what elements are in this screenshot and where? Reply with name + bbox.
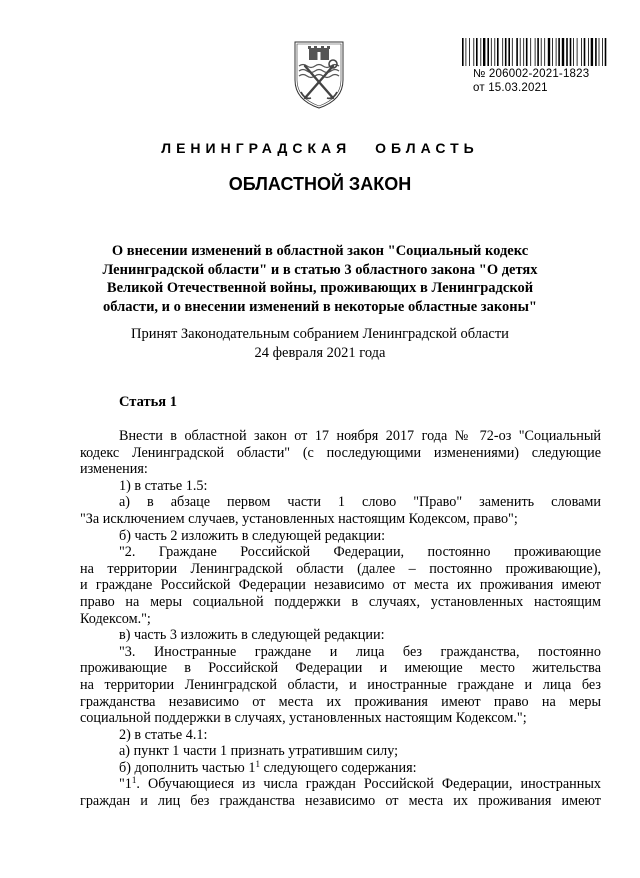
region-title bbox=[0, 140, 640, 156]
paragraph-line bbox=[80, 776, 601, 793]
law-heading bbox=[70, 242, 570, 316]
region-word-2: ОБЛАСТЬ bbox=[375, 140, 479, 156]
paragraph-line: 1) в статье 1.5: bbox=[119, 477, 208, 494]
document-date: от 15.03.2021 bbox=[473, 82, 548, 94]
registration-stamp bbox=[473, 67, 589, 95]
paragraph-line: Внести в областной закон от 17 ноября 2017 года № 72-оз "Социальный bbox=[119, 428, 601, 444]
article-body bbox=[80, 428, 601, 810]
paragraph-line: "2. Граждане Российской Федерации, постоянно проживающие bbox=[119, 544, 601, 561]
paragraph-line: 2) в статье 4.1: bbox=[119, 726, 208, 743]
paragraph-line: на территории Ленинградской области (далее – постоянно проживающие), bbox=[80, 560, 601, 577]
paragraph-line: "3. Иностранные граждане и лица без гражданства, постоянно bbox=[119, 643, 601, 660]
paragraph-line: б) часть 2 изложить в следующей редакции: bbox=[119, 527, 386, 544]
paragraph-line: гражданства независимо от места их проживания имеют право на меры bbox=[80, 693, 601, 710]
law-heading-line: Ленинградской области" и в статью 3 областного закона "О детях bbox=[102, 261, 538, 278]
paragraph-line: в) часть 3 изложить в следующей редакции: bbox=[119, 627, 385, 644]
superscript: 1 bbox=[255, 758, 260, 769]
paragraph-line: право на меры социальной поддержки в случаях, установленных настоящим bbox=[80, 593, 601, 610]
article-heading: Статья 1 bbox=[119, 394, 177, 410]
adoption-date: 24 февраля 2021 года bbox=[254, 344, 386, 361]
paragraph-line: Кодексом."; bbox=[80, 610, 151, 627]
superscript: 1 bbox=[131, 775, 137, 786]
region-word-1: ЛЕНИНГРАДСКАЯ bbox=[161, 140, 352, 156]
text-fragment: . Обучающиеся из числа граждан Российской Федерации, иностранных bbox=[136, 776, 601, 793]
paragraph-line bbox=[80, 760, 601, 777]
paragraph-line: проживающие в Российской Федерации и имеющие место жительства bbox=[80, 660, 601, 677]
adoption-note bbox=[0, 325, 640, 362]
coat-of-arms-icon bbox=[291, 36, 347, 110]
paragraph-line: граждан и лиц без гражданства независимо от места их проживания имеют bbox=[80, 793, 601, 810]
law-heading-line: области, и о внесении изменений в некоторые областные законы" bbox=[103, 298, 537, 315]
paragraph-line: социальной поддержки в случаях, установленных настоящим Кодексом."; bbox=[80, 710, 527, 727]
law-type-title: ОБЛАСТНОЙ ЗАКОН bbox=[228, 174, 412, 194]
barcode-icon bbox=[461, 38, 609, 66]
paragraph-line: изменения: bbox=[80, 461, 148, 478]
paragraph-line: а) в абзаце первом части 1 слово "Право" заменить словами bbox=[119, 494, 601, 511]
text-fragment: следующего содержания: bbox=[259, 759, 417, 776]
paragraph-line: на территории Ленинградской области, и иностранные граждане и лица без bbox=[80, 676, 601, 693]
text-fragment: б) дополнить частью 1 bbox=[119, 759, 256, 776]
paragraph-line: кодекс Ленинградской области" (с последующими изменениями) следующие bbox=[80, 444, 601, 461]
paragraph-line: а) пункт 1 части 1 признать утратившим силу; bbox=[119, 743, 399, 760]
document-number: № 206002-2021-1823 bbox=[473, 68, 590, 80]
text-fragment: "1 bbox=[119, 776, 132, 793]
law-heading-line: О внесении изменений в областной закон "Социальный кодекс bbox=[111, 243, 529, 259]
paragraph-line: "За исключением случаев, установленных настоящим Кодексом, право"; bbox=[80, 510, 518, 527]
law-heading-line: Великой Отечественной войны, проживающих в Ленинградской bbox=[106, 280, 534, 296]
adoption-line: Принят Законодательным собранием Ленинградской области bbox=[131, 326, 509, 342]
paragraph-line: и граждане Российской Федерации независимо от места их проживания имеют bbox=[80, 577, 601, 594]
